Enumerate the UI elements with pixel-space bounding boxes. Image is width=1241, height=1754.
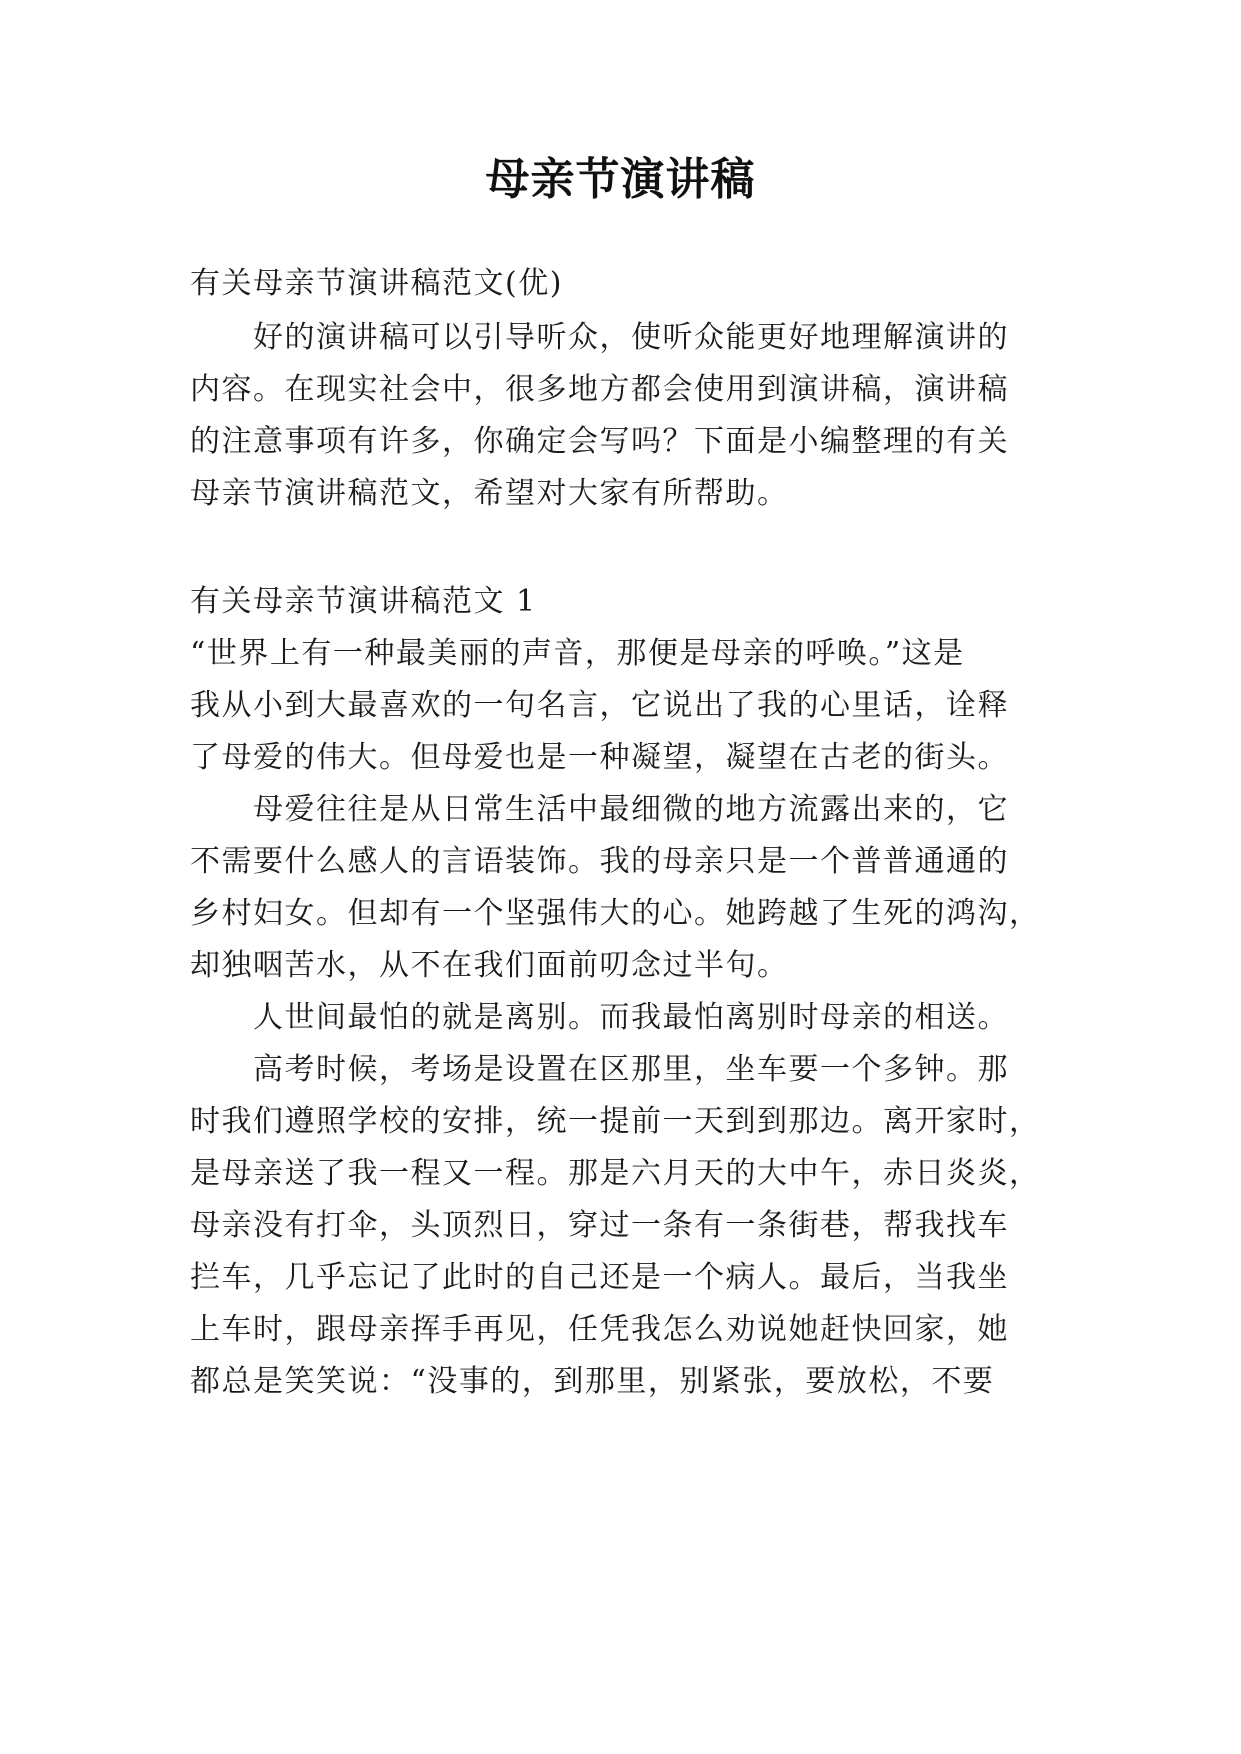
paragraph-line: 时我们遵照学校的安排，统一提前一天到到那边。离开家时， (190, 1104, 1041, 1139)
paragraph-line: 的注意事项有许多，你确定会写吗？下面是小编整理的有关 (190, 424, 1009, 459)
paragraph-line: 上车时，跟母亲挥手再见，任凭我怎么劝说她赶快回家，她 (190, 1312, 1009, 1347)
paragraph-line: 是母亲送了我一程又一程。那是六月天的大中午，赤日炎炎， (190, 1156, 1041, 1191)
paragraph-line: 都总是笑笑说：“没事的，到那里，别紧张，要放松，不要 (190, 1364, 995, 1399)
paragraph-line: 拦车，几乎忘记了此时的自己还是一个病人。最后，当我坐 (190, 1260, 1009, 1295)
paragraph-line: 高考时候，考场是设置在区那里，坐车要一个多钟。那 (253, 1052, 1009, 1087)
paragraph-line: 母爱往往是从日常生活中最细微的地方流露出来的，它 (253, 792, 1009, 827)
document-title: 母亲节演讲稿 (485, 154, 756, 205)
paragraph-line: 内容。在现实社会中，很多地方都会使用到演讲稿，演讲稿 (190, 372, 1009, 407)
paragraph-line: 母亲没有打伞，头顶烈日，穿过一条有一条街巷，帮我找车 (190, 1208, 1009, 1243)
paragraph-line: “世界上有一种最美丽的声音，那便是母亲的呼唤。”这是 (190, 636, 965, 671)
paragraph-line: 母亲节演讲稿范文，希望对大家有所帮助。 (190, 476, 789, 511)
paragraph-line: 乡村妇女。但却有一个坚强伟大的心。她跨越了生死的鸿沟， (190, 896, 1041, 931)
paragraph-line: 我从小到大最喜欢的一句名言，它说出了我的心里话，诠释 (190, 688, 1009, 723)
paragraph-line: 好的演讲稿可以引导听众，使听众能更好地理解演讲的 (253, 320, 1009, 355)
section-heading: 有关母亲节演讲稿范文 1 (190, 584, 537, 619)
paragraph-line: 不需要什么感人的言语装饰。我的母亲只是一个普普通通的 (190, 844, 1009, 879)
paragraph-line: 人世间最怕的就是离别。而我最怕离别时母亲的相送。 (253, 1000, 1009, 1035)
subtitle-line: 有关母亲节演讲稿范文(优) (190, 266, 563, 301)
paragraph-line: 了母爱的伟大。但母爱也是一种凝望，凝望在古老的街头。 (190, 740, 1009, 775)
paragraph-line: 却独咽苦水，从不在我们面前叨念过半句。 (190, 948, 789, 983)
